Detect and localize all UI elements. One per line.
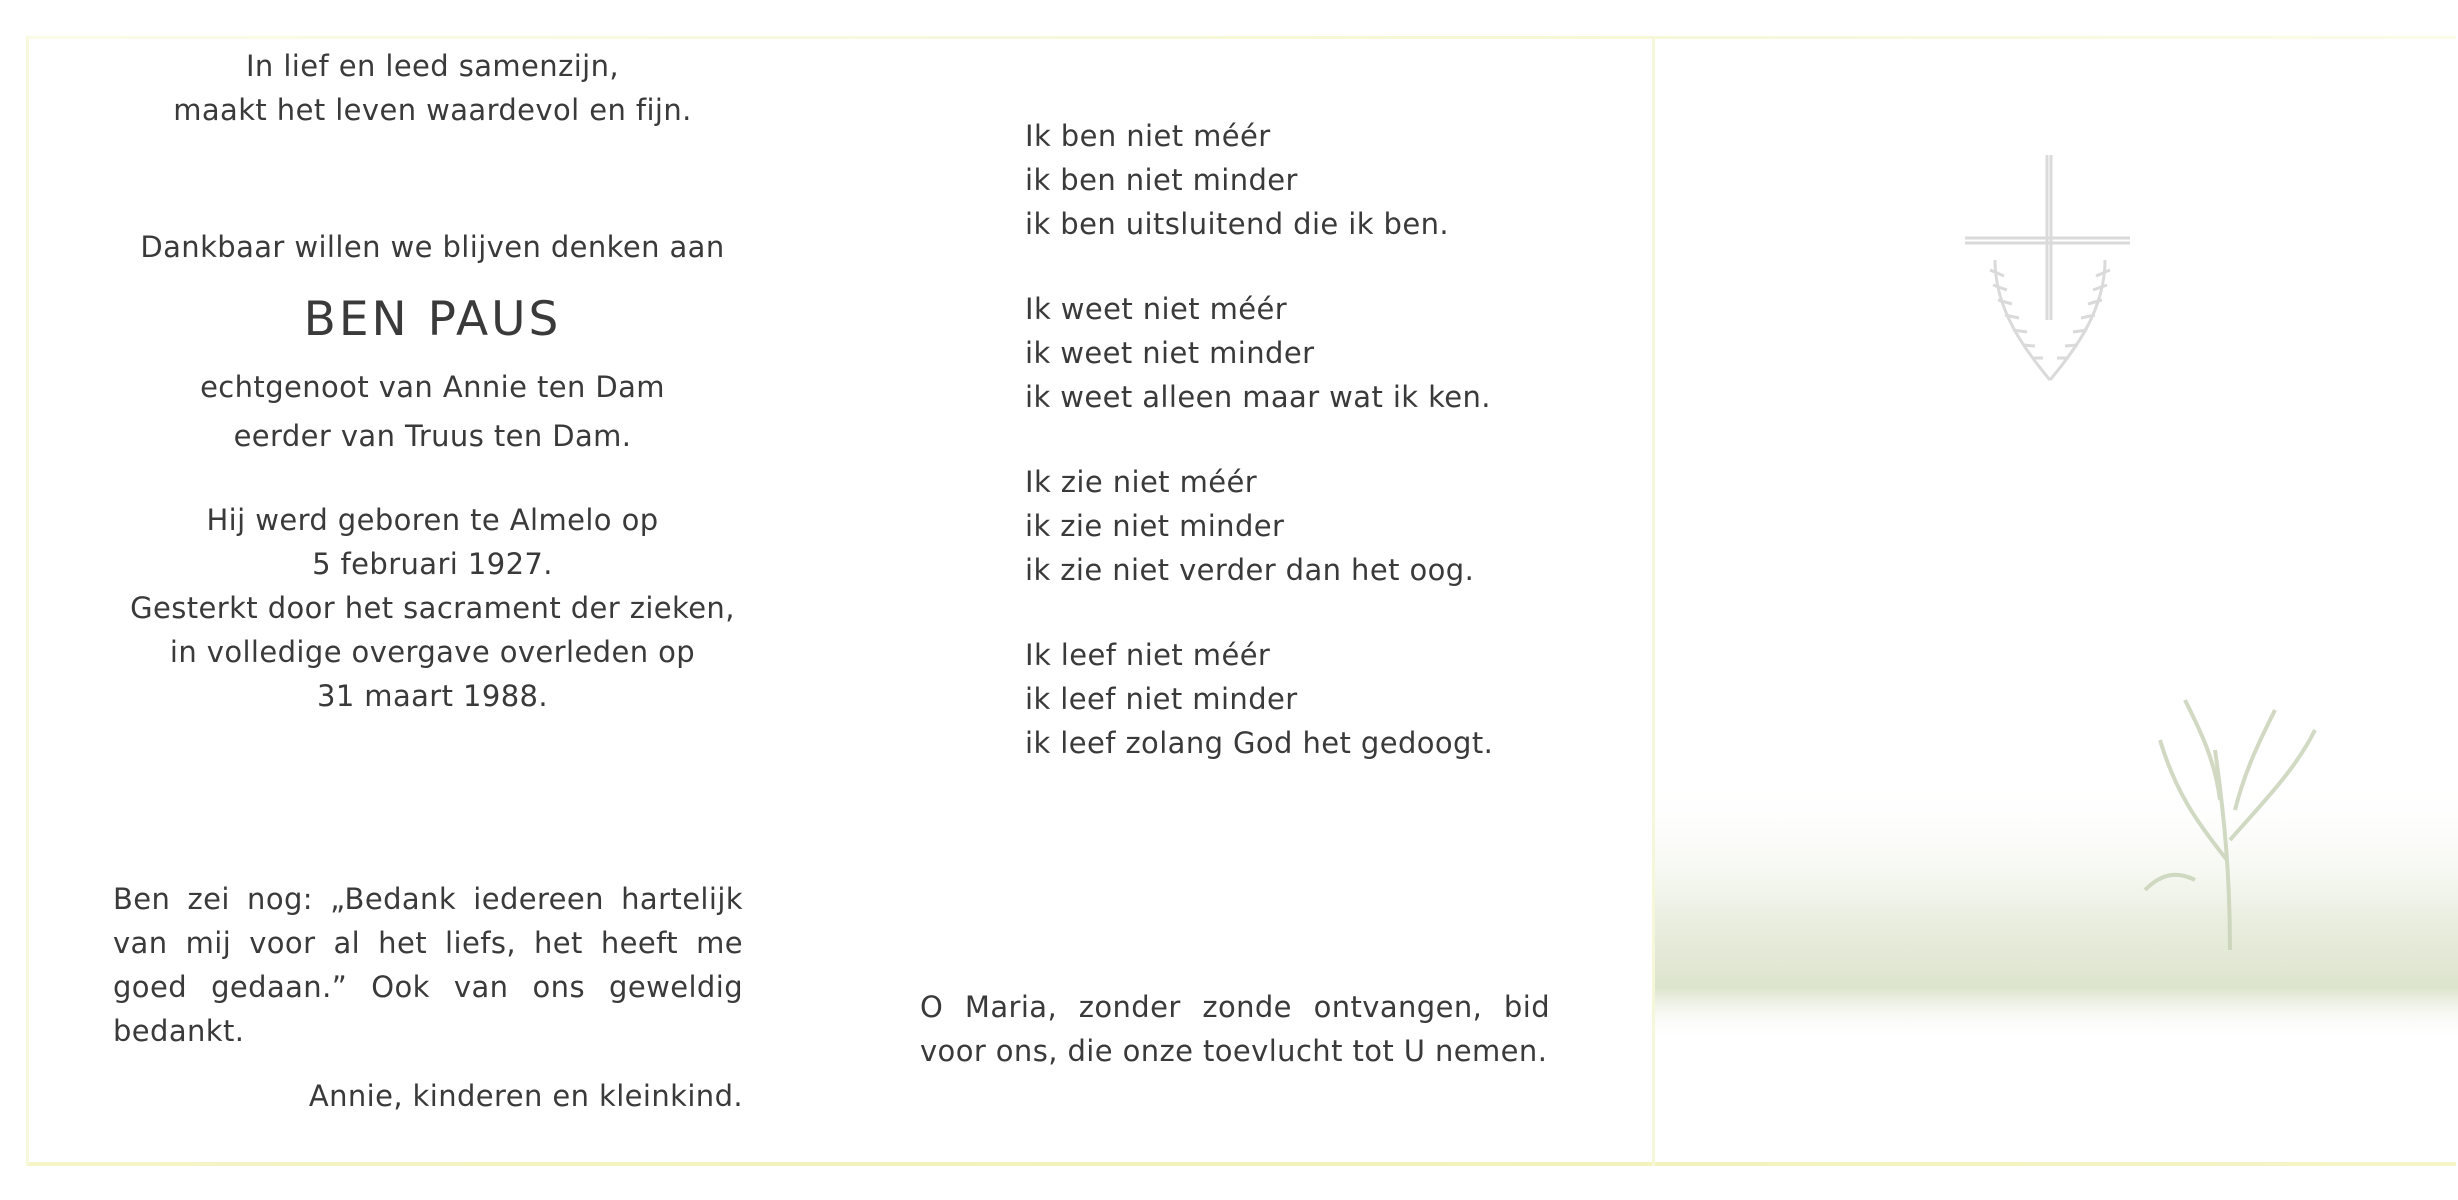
bio-line: Hij werd geboren te Almelo op <box>206 503 659 537</box>
bio-line: in volledige overgave overleden op <box>169 635 696 669</box>
biography <box>80 498 785 718</box>
tree-landscape-icon <box>1655 620 2458 1040</box>
relations <box>80 363 785 461</box>
poem-line: ik ben niet minder <box>1025 163 1298 197</box>
poem-stanza <box>1025 460 1474 592</box>
poem-line: Ik weet niet méér <box>1025 292 1288 326</box>
right-panel <box>1655 0 2458 1200</box>
poem-line: ik zie niet verder dan het oog. <box>1025 553 1475 587</box>
poem-line: ik zie niet minder <box>1025 509 1285 543</box>
poem-line: ik leef niet minder <box>1025 682 1298 716</box>
poem-line: ik ben uitsluitend die ik ben. <box>1025 207 1449 241</box>
poem-line: Ik ben niet méér <box>1025 119 1271 153</box>
intro-text: Dankbaar willen we blijven denken aan <box>140 230 725 264</box>
deceased-name: BEN PAUS <box>303 292 562 347</box>
motto-line: maakt het leven waardevol en fijn. <box>173 93 692 127</box>
middle-panel <box>865 0 1655 1200</box>
poem-line: Ik zie niet méér <box>1025 465 1258 499</box>
motto <box>80 44 785 132</box>
relation-line: eerder van Truus ten Dam. <box>233 419 632 453</box>
cross-with-palm-branches-icon <box>1955 150 2135 390</box>
poem-line: Ik leef niet méér <box>1025 638 1271 672</box>
signature: Annie, kinderen en kleinkind. <box>308 1079 743 1113</box>
poem-stanza <box>1025 114 1449 246</box>
left-panel <box>0 0 865 1200</box>
bio-line: 5 februari 1927. <box>312 547 553 581</box>
poem-stanza <box>1025 633 1493 765</box>
bio-line: Gesterkt door het sacrament der zieken, <box>130 591 735 625</box>
relation-line: echtgenoot van Annie ten Dam <box>200 370 665 404</box>
poem-line: ik weet alleen maar wat ik ken. <box>1025 380 1491 414</box>
bio-line: 31 maart 1988. <box>316 679 549 713</box>
poem-line: ik leef zolang God het gedoogt. <box>1025 726 1494 760</box>
prayer-text: O Maria, zonder zonde ontvangen, bid voor ons, die onze toevlucht tot U nemen. <box>920 990 1550 1068</box>
poem-stanza <box>1025 287 1491 419</box>
poem-line: ik weet niet minder <box>1025 336 1315 370</box>
thank-you-quote: Ben zei nog: „Bedank iedereen hartelijk van mij voor al het liefs, het heeft me goed gedaan.” Ook van ons geweldig bedankt. <box>113 882 743 1048</box>
motto-line: In lief en leed samenzijn, <box>245 49 620 83</box>
